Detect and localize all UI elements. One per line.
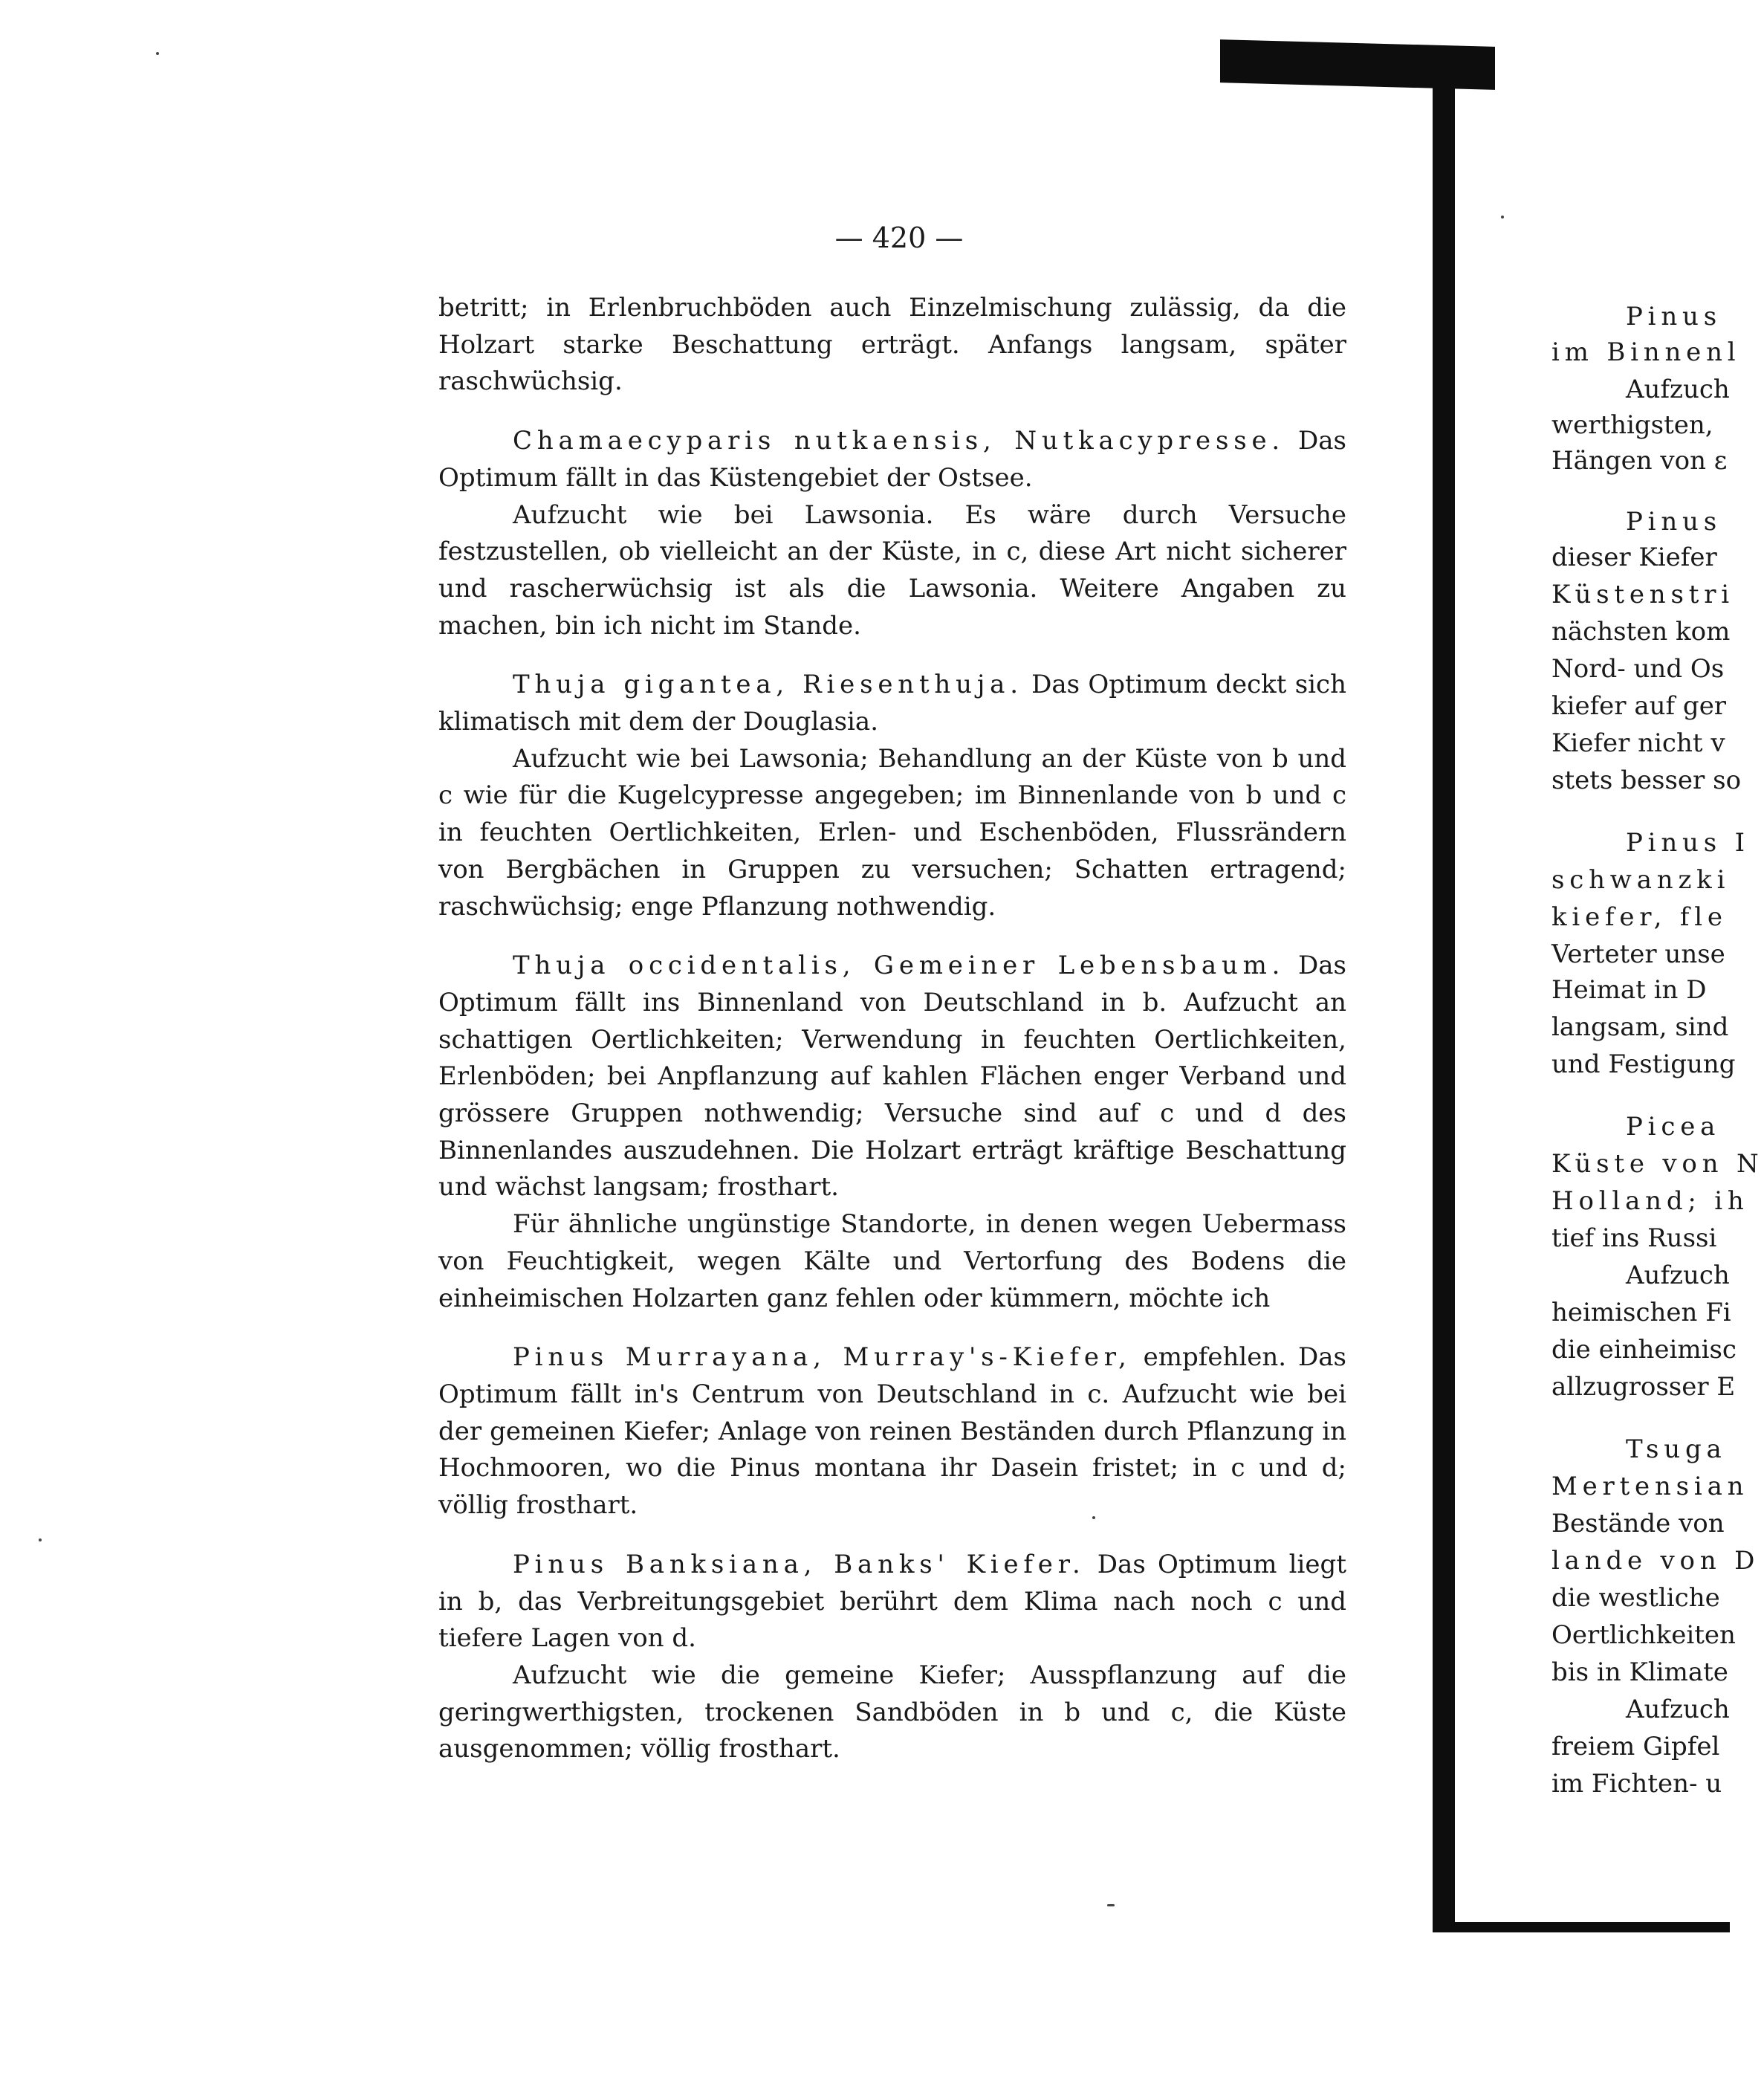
line-fragment: Aufzuch xyxy=(1626,1261,1730,1290)
line-fragment: freiem Gipfel xyxy=(1551,1732,1720,1761)
line-fragment: Tsuga xyxy=(1626,1434,1727,1464)
line-fragment: lande von D xyxy=(1551,1546,1760,1576)
scan-edge-bottom xyxy=(1446,1922,1730,1932)
line-fragment: Küste von N xyxy=(1551,1149,1764,1179)
paragraph xyxy=(438,667,1346,740)
line-fragment: die westliche xyxy=(1551,1583,1720,1613)
line-fragment: Bestände von xyxy=(1551,1509,1725,1538)
scan-speck xyxy=(1501,216,1504,219)
line-fragment: kiefer auf ger xyxy=(1551,691,1727,721)
line-fragment: Verteter unse xyxy=(1551,939,1725,969)
scan-speck xyxy=(1107,1904,1115,1906)
left-page-text xyxy=(438,290,1346,1821)
line-fragment: im Binnenl xyxy=(1551,337,1741,367)
line-fragment: heimischen Fi xyxy=(1551,1298,1731,1327)
paragraph xyxy=(438,741,1346,926)
species-heading: Chamaecyparis nutkaensis, Nutkacypresse. xyxy=(513,426,1285,456)
line-fragment: schwanzki xyxy=(1551,865,1731,895)
line-fragment: dieser Kiefer xyxy=(1551,543,1717,572)
line-fragment: langsam, sind xyxy=(1551,1012,1729,1042)
scan-speck xyxy=(156,52,159,55)
line-fragment: tief ins Russi xyxy=(1551,1223,1717,1253)
paragraph-text: Das Optimum fällt ins Binnenland von Deutschland in b. Aufzucht an schattigen Oertlichkeiten; Verwendung in feuchten Oertlichkeiten, Erlenböden; bei Anpflanzung auf kahlen Flächen enger Verband und grössere Gruppen nothwendig; Versuche sind auf c und d des Binnenlandes auszudehnen. Die Holzart erträgt kräftige Beschattung und wächst langsam; frosthart. xyxy=(438,951,1346,1203)
line-fragment: Mertensian xyxy=(1551,1472,1749,1501)
paragraph-text: Aufzucht wie bei Lawsonia; Behandlung an der Küste von b und c wie für die Kugelcypresse angegeben; im Binnenlande von b und c in feuchten Oertlichkeiten, Erlen- und Eschenböden, Flussrändern von Bergbächen in Gruppen zu versuchen; Schatten ertragend; raschwüchsig; enge Pflanzung nothwendig. xyxy=(438,743,1346,922)
species-heading: Pinus Banksiana, Banks' Kiefer. xyxy=(513,1549,1086,1579)
paragraph xyxy=(438,1657,1346,1768)
paragraph-text: empfehlen. Das Optimum fällt in's Centrum von Deutschland in c. Aufzucht wie bei der gemeinen Kiefer; Anlage von reinen Beständen durch Pflanzung in Hochmooren, wo die Pinus montana ihr Dasein fristet; in c und d; völlig frosthart. xyxy=(438,1342,1346,1521)
scan-binding-edge xyxy=(1433,46,1455,1932)
line-fragment: werthigsten, xyxy=(1551,410,1713,440)
line-fragment: Picea xyxy=(1626,1112,1721,1142)
line-fragment: nächsten kom xyxy=(1551,617,1731,647)
paragraph xyxy=(438,1339,1346,1524)
paragraph-text: Für ähnliche ungünstige Standorte, in denen wegen Uebermass von Feuchtigkeit, wegen Kälte und Vertorfung des Bodens die einheimischen Holzarten ganz fehlen oder kümmern, möchte ich xyxy=(438,1209,1346,1313)
line-fragment: Holland; ih xyxy=(1551,1186,1749,1216)
page-number: — 420 — xyxy=(834,221,964,254)
species-heading: Pinus Murrayana, Murray's-Kiefer, xyxy=(513,1342,1132,1373)
line-fragment: im Fichten- u xyxy=(1551,1769,1722,1799)
line-fragment: und Festigung xyxy=(1551,1049,1736,1079)
paragraph-text: Das Optimum deckt sich klimatisch mit dem der Douglasia. xyxy=(438,670,1346,737)
paragraph-text: Aufzucht wie die gemeine Kiefer; Ausspflanzung auf die geringwerthigsten, trockenen Sandböden in b und c, die Küste ausgenommen; völlig frosthart. xyxy=(438,1660,1346,1764)
line-fragment: Aufzuch xyxy=(1626,1695,1730,1724)
line-fragment: Kiefer nicht v xyxy=(1551,728,1725,758)
line-fragment: Hängen von ε xyxy=(1551,446,1728,476)
right-page-cropped-text xyxy=(1551,299,1764,1799)
line-fragment: allzugrosser E xyxy=(1551,1372,1736,1402)
paragraph-text: Das Optimum liegt in b, das Verbreitungsgebiet berührt dem Klima nach noch c und tiefere Lagen von d. xyxy=(438,1549,1346,1654)
line-fragment: Oertlichkeiten xyxy=(1551,1620,1736,1650)
paragraph-text: betritt; in Erlenbruchböden auch Einzelmischung zulässig, da die Holzart starke Beschattung erträgt. Anfangs langsam, später raschwüchsig. xyxy=(438,293,1346,397)
line-fragment: Pinus xyxy=(1626,507,1722,537)
line-fragment: Pinus I xyxy=(1626,828,1750,858)
scan-speck xyxy=(39,1538,42,1541)
paragraph-text: Das Optimum fällt in das Küstengebiet der Ostsee. xyxy=(438,426,1346,493)
paragraph xyxy=(438,1206,1346,1317)
species-heading: Thuja occidentalis, Gemeiner Lebensbaum. xyxy=(513,951,1285,981)
line-fragment: Pinus xyxy=(1626,302,1722,331)
line-fragment: bis in Klimate xyxy=(1551,1657,1728,1687)
line-fragment: Küstenstri xyxy=(1551,580,1734,609)
paragraph xyxy=(438,290,1346,401)
paragraph xyxy=(438,423,1346,496)
species-heading: Thuja gigantea, Riesenthuja. xyxy=(513,670,1023,700)
line-fragment: Heimat in D xyxy=(1551,975,1707,1005)
paragraph xyxy=(438,497,1346,645)
paragraph xyxy=(438,948,1346,1206)
line-fragment: kiefer, fle xyxy=(1551,902,1728,932)
paragraph xyxy=(438,1547,1346,1657)
paragraph-text: Aufzucht wie bei Lawsonia. Es wäre durch Versuche festzustellen, ob vielleicht an der Küste, in c, diese Art nicht sicherer und rascherwüchsig ist als die Lawsonia. Weitere Angaben zu machen, bin ich nicht im Stande. xyxy=(438,499,1346,641)
line-fragment: stets besser so xyxy=(1551,766,1742,795)
line-fragment: Nord- und Os xyxy=(1551,654,1725,684)
line-fragment: Aufzuch xyxy=(1626,375,1730,404)
line-fragment: die einheimisc xyxy=(1551,1335,1737,1365)
